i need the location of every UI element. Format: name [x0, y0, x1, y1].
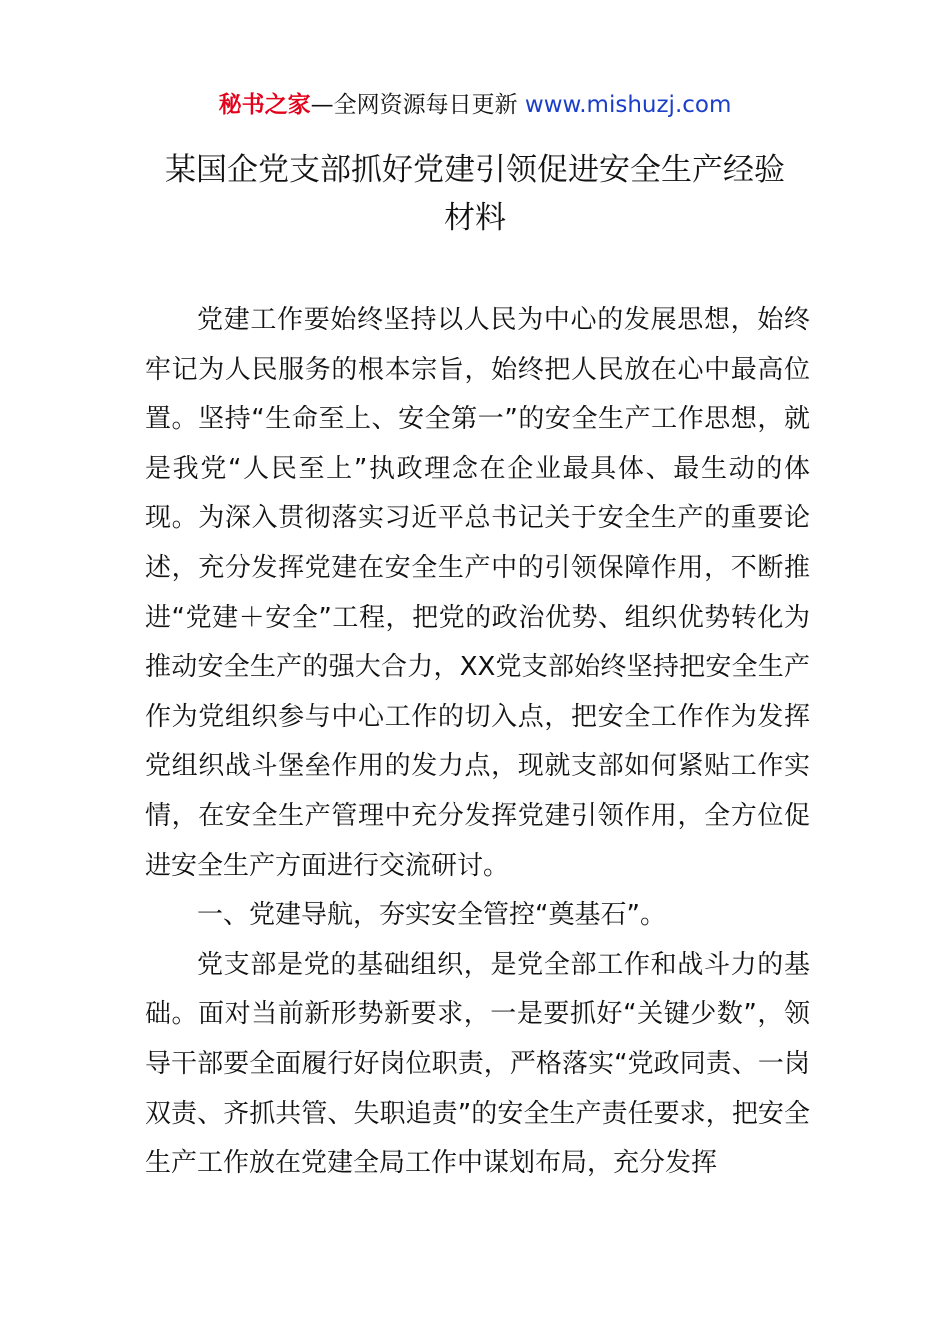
paragraph-section-1: 党支部是党的基础组织，是党全部工作和战斗力的基础。面对当前新形势新要求，一是要抓好“关键少数”，领导干部要全面履行好岗位职责，严格落实“党政同责、一岗双责、齐抓共管、失职追责”的安全生产责任要求，把安全生产工作放在党建全局工作中谋划布局，充分发挥 [145, 949, 810, 1179]
header-dash: — [310, 92, 334, 118]
document-title [130, 146, 820, 242]
document-body [145, 296, 810, 1189]
header-slogan: 全网资源每日更新 [333, 92, 518, 118]
title-line-2: 材料 [444, 200, 506, 236]
section-heading-1: 一、党建导航，夯实安全管控“奠基石”。 [197, 900, 666, 931]
paragraph-intro: 党建工作要始终坚持以人民为中心的发展思想，始终牢记为人民服务的根本宗旨，始终把人民放在心中最高位置。坚持“生命至上、安全第一”的安全生产工作思想，就是我党“人民至上”执政理念在企业最具体、最生动的体现。为深入贯彻落实习近平总书记关于安全生产的重要论述，充分发挥党建在安全生产中的引领保障作用，不断推进“党建＋安全”工程，把党的政治优势、组织优势转化为推动安全生产的强大合力，XX党支部始终坚持把安全生产作为党组织参与中心工作的切入点，把安全工作作为发挥党组织战斗堡垒作用的发力点，现就支部如何紧贴工作实情，在安全生产管理中充分发挥党建引领作用，全方位促进安全生产方面进行交流研讨。 [145, 305, 810, 881]
site-url-link[interactable]: www.mishuzj.com [524, 92, 732, 118]
brand-name: 秘书之家 [218, 92, 311, 118]
site-header [0, 88, 950, 122]
title-line-1: 某国企党支部抓好党建引领促进安全生产经验 [165, 152, 785, 188]
